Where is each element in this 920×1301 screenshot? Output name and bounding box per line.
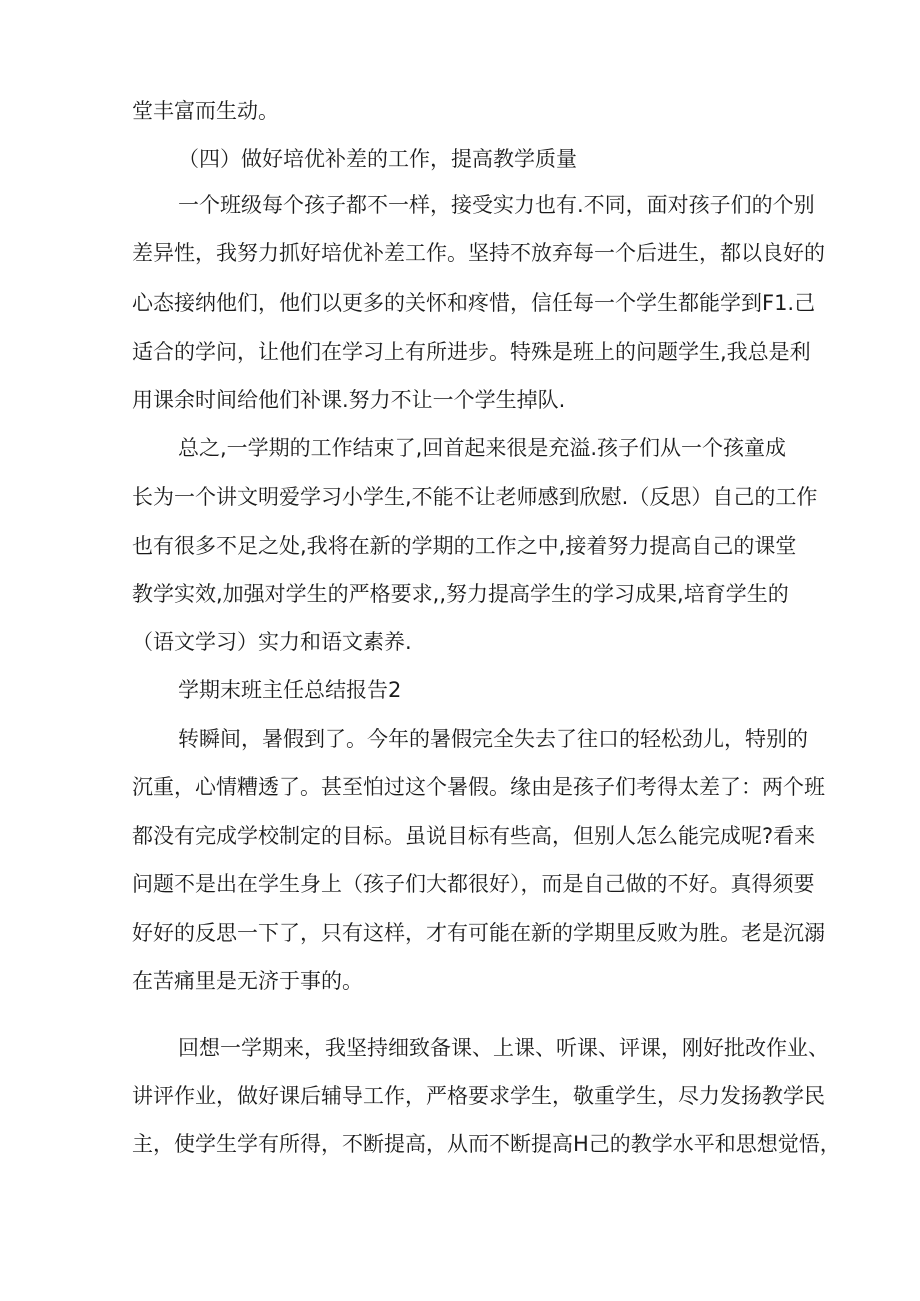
- text-line: 回想一学期来，我坚持细致备课、上课、听课、评课，刚好批改作业、: [178, 1036, 829, 1060]
- text-line: 一个班级每个孩子都不一样，接受实力也有.不同，面对孩子们的个别: [178, 193, 815, 217]
- text-line: 在苦痛里是无济于事的。: [132, 969, 363, 993]
- text-line: 堂丰富而生动。: [132, 99, 279, 123]
- text-line: 转瞬间，暑假到了。今年的暑假完全失去了往口的轻松劲儿，特别的: [178, 727, 808, 751]
- text-line: 差异性，我努力抓好培优补差工作。坚持不放弃每一个后进生，都以良好的: [132, 241, 825, 265]
- section-heading: 学期末班主任总结报告2: [178, 678, 402, 702]
- text-line: 用课余时间给他们补课.努力不让一个学生掉队.: [132, 388, 566, 412]
- text-line: 问题不是出在学生身上（孩子们大都很好），而是自己做的不好。真得须要: [132, 872, 815, 896]
- text-line: 主，使学生学有所得，不断提高，从而不断提高H己的教学水平和思想觉悟，: [132, 1132, 841, 1156]
- text-line: 沉重，心情糟透了。甚至怕过这个暑假。缘由是孩子们考得太差了：两个班: [132, 775, 825, 799]
- text-line: 心态接纳他们，他们以更多的关怀和疼惜，信任每一个学生都能学到F1.己: [132, 291, 816, 315]
- text-line: 总之,一学期的工作结束了,回首起来很是充溢.孩子们从一个孩童成: [178, 436, 787, 460]
- text-line: 也有很多不足之处,我将在新的学期的工作之中,接着努力提高自己的课堂: [132, 534, 797, 558]
- text-line: 讲评作业，做好课后辅导工作，严格要求学生，敬重学生，尽力发扬教学民: [132, 1084, 825, 1108]
- text-line: 长为一个讲文明爱学习小学生,不能不让老师感到欣慰.（反思）自己的工作: [132, 485, 818, 509]
- text-line: 都没有完成学校制定的目标。虽说目标有些高，但别人怎么能完成呢?看来: [132, 824, 816, 848]
- text-line: （语文学习）实力和语文素养.: [132, 630, 412, 654]
- text-line: 好好的反思一下了，只有这样，才有可能在新的学期里反败为胜。老是沉溺: [132, 921, 825, 945]
- text-line: 适合的学问，让他们在学习上有所进步。特殊是班上的问题学生,我总是利: [132, 340, 811, 364]
- section-heading: （四）做好培优补差的工作，提高教学质量: [178, 147, 577, 171]
- text-line: 教学实效,加强对学生的严格要求,,努力提高学生的学习成果,培育学生的: [132, 582, 789, 606]
